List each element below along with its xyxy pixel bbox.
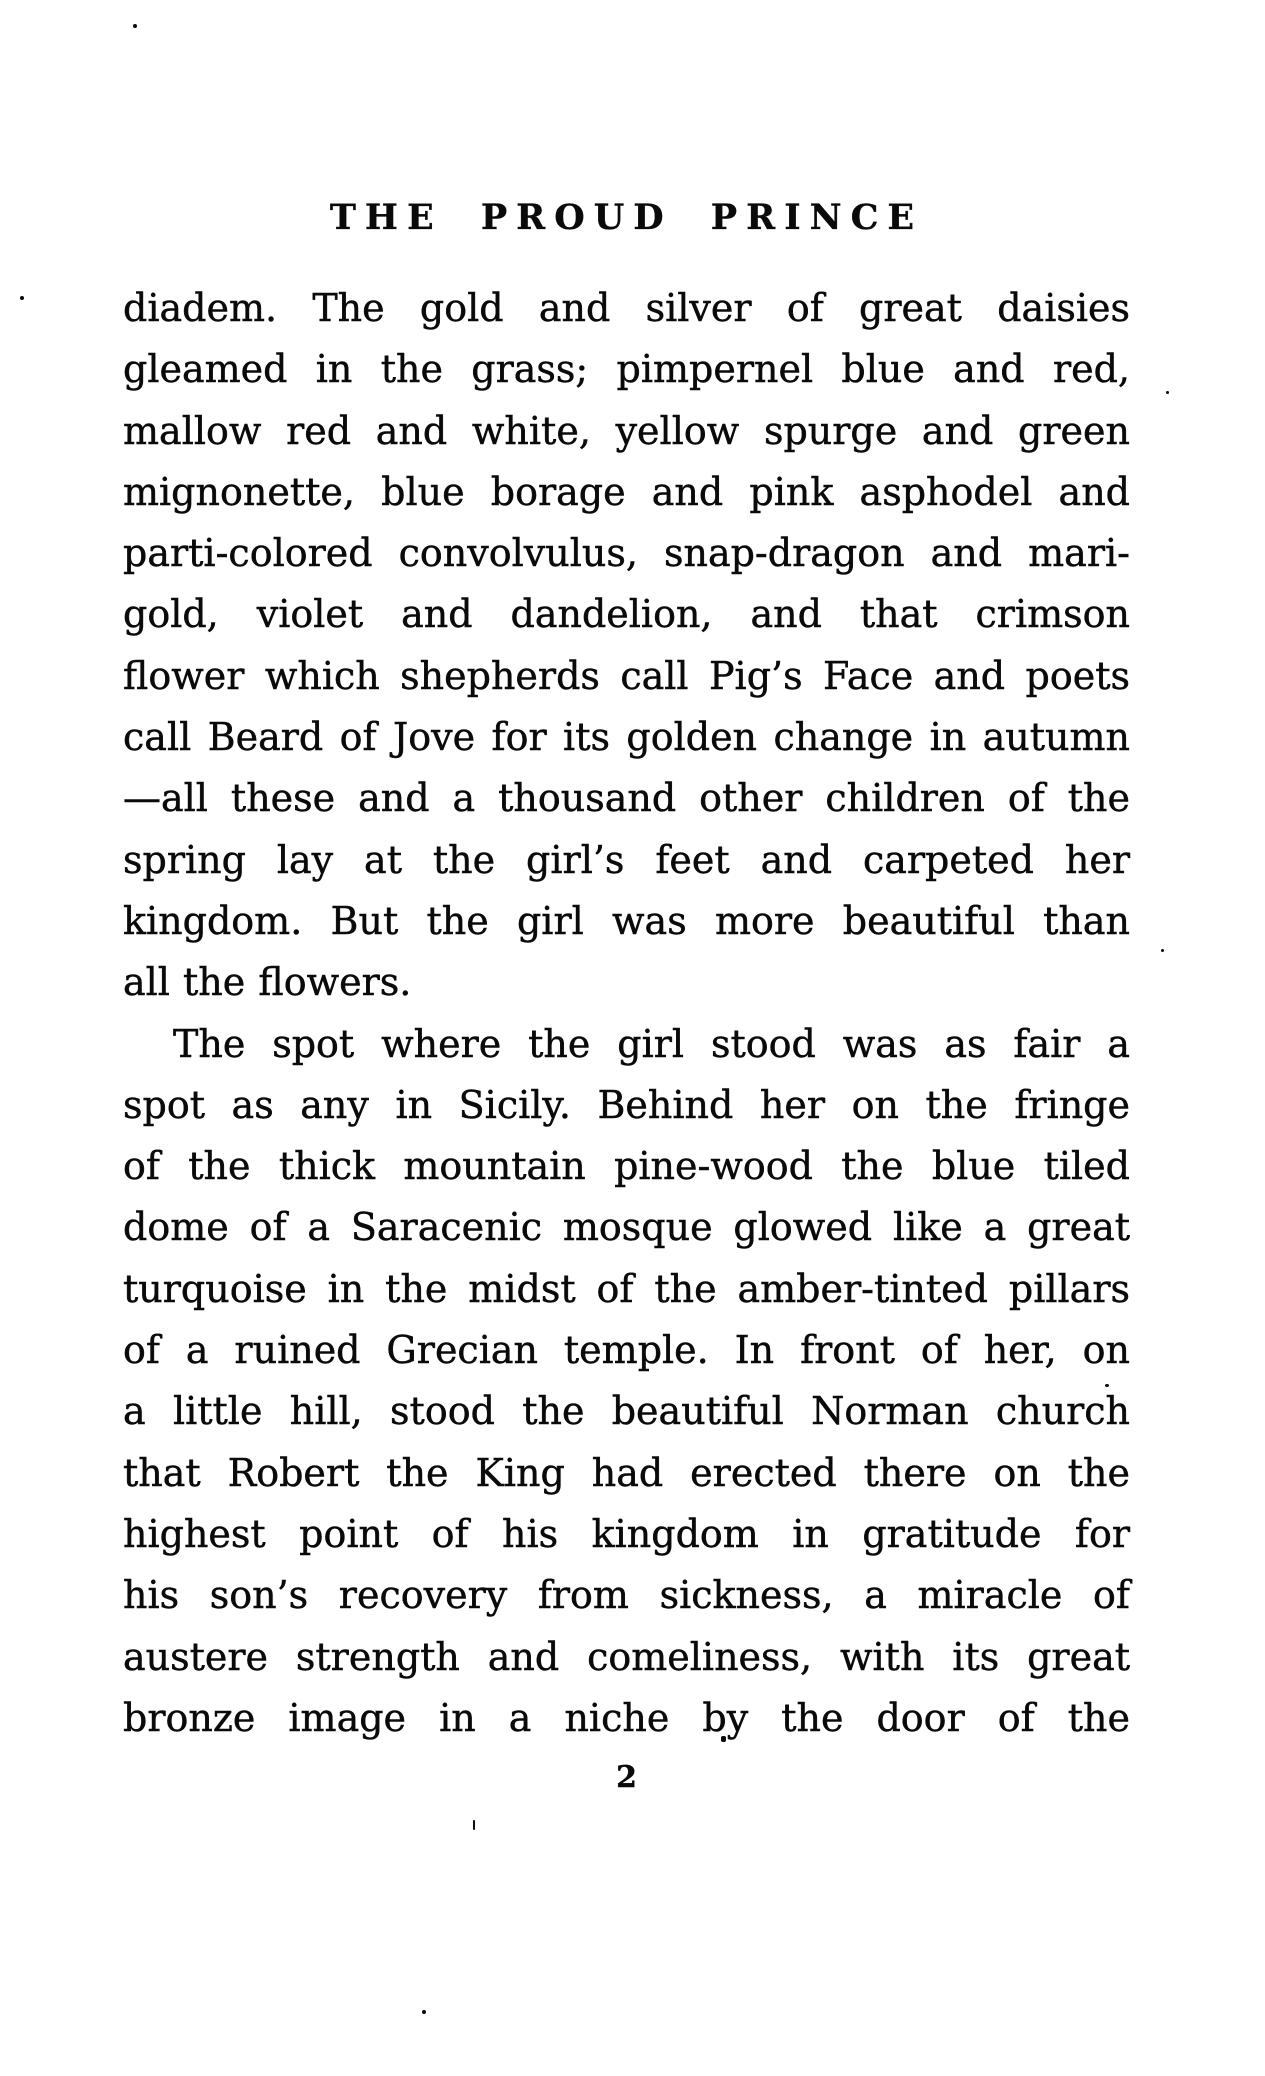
text-line: spot as any in Sicily. Behind her on the fringe	[123, 1082, 1130, 1127]
page-number: 2	[616, 1760, 637, 1795]
text-line: turquoise in the midst of the amber-tinted pillars	[123, 1266, 1130, 1311]
body-text	[123, 278, 1130, 1749]
scan-speck	[1166, 391, 1169, 394]
paragraph-1	[123, 278, 1130, 1014]
text-line: all the flowers.	[123, 960, 412, 1005]
text-line: of a ruined Grecian temple. In front of her, on	[123, 1328, 1130, 1373]
text-line: dome of a Saracenic mosque glowed like a great	[123, 1205, 1130, 1250]
scan-speck	[1161, 949, 1164, 952]
text-line: a little hill, stood the beautiful Norman church	[123, 1389, 1130, 1434]
scan-speck	[422, 2010, 426, 2014]
text-line: austere strength and comeliness, with its great	[123, 1634, 1130, 1679]
text-line: —all these and a thousand other children of the	[123, 776, 1130, 821]
text-line: gold, violet and dandelion, and that crimson	[123, 592, 1130, 637]
running-head: THE PROUD PRINCE	[329, 197, 924, 238]
scan-speck	[20, 296, 24, 300]
scan-speck	[133, 24, 137, 28]
text-line: diadem. The gold and silver of great daisies	[123, 286, 1130, 330]
text-line: call Beard of Jove for its golden change in autumn	[123, 715, 1130, 760]
text-line: The spot where the girl stood was as fair a	[173, 1021, 1130, 1066]
text-line: his son’s recovery from sickness, a miracle of	[123, 1573, 1130, 1618]
paragraph-2	[123, 1014, 1130, 1750]
text-line: kingdom. But the girl was more beautiful than	[123, 898, 1130, 943]
text-line: spring lay at the girl’s feet and carpeted her	[123, 837, 1130, 882]
text-line: highest point of his kingdom in gratitude for	[123, 1511, 1130, 1556]
text-line: mignonette, blue borage and pink asphodel and	[123, 469, 1130, 514]
text-line: of the thick mountain pine-wood the blue tiled	[123, 1144, 1130, 1189]
text-line: flower which shepherds call Pig’s Face and poets	[123, 653, 1130, 698]
text-line: gleamed in the grass; pimpernel blue and red,	[123, 347, 1130, 392]
text-line: mallow red and white, yellow spurge and green	[123, 408, 1130, 453]
text-line: that Robert the King had erected there on the	[123, 1450, 1130, 1495]
scan-speck	[473, 1820, 475, 1830]
text-line: bronze image in a niche by the door of the	[123, 1695, 1130, 1740]
text-line: parti-colored convolvulus, snap-dragon and mari-	[123, 531, 1130, 576]
